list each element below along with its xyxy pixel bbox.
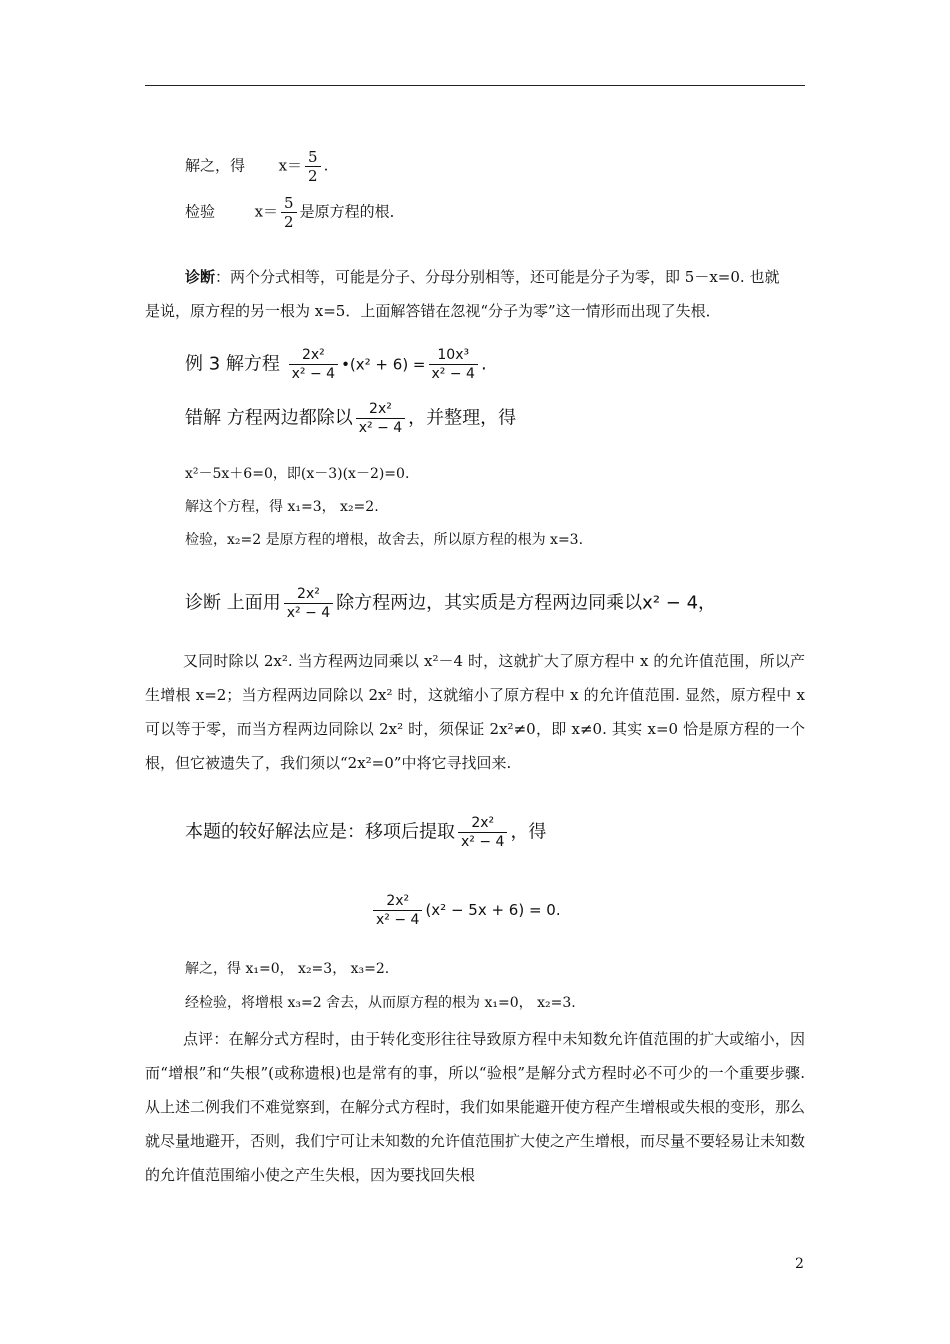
check-line: 检验，x₂=2 是原方程的增根，故舍去，所以原方程的根为 x=3. — [185, 532, 584, 548]
text: 方程两边都除以 — [226, 407, 353, 429]
numerator: 10x³ — [437, 347, 470, 363]
fraction — [373, 892, 422, 929]
numerator: 5 — [284, 194, 294, 212]
diagnosis-label: 诊断 — [185, 268, 216, 286]
solution-line — [185, 148, 328, 185]
denominator: x² − 4 — [284, 603, 333, 622]
fraction — [305, 148, 321, 185]
better-method — [185, 814, 546, 851]
numerator: 5 — [308, 148, 318, 166]
check-line — [185, 194, 405, 231]
example-3 — [185, 346, 487, 383]
comment-paragraph: 点评：在解分式方程时，由于转化变形往往导致原方程中未知数允许值范围的扩大或缩小，因而“增根”和“失根”(或称遗根)也是常有的事，所以“验根”是解分式方程时必不可少的一个重要步骤. 从上述二例我们不难觉察到，在解分式方程时，我们如果能避开使方程产生增根或失根的变形，那么就尽量地避开，否则，我们宁可让未知数的允许值范围扩大使之产生增根，而尽量不要轻易让未知数的允许值范围缩小使之产生失根，因为要找回失根 — [145, 1030, 806, 1184]
solve-line: 解之，得 x₁=0， x₂=3， x₃=2. — [185, 961, 390, 977]
text: . — [323, 156, 329, 175]
paragraph: 又同时除以 2x². 当方程两边同乘以 x²－4 时，这就扩大了原方程中 x 的允许值范围，所以产生增根 x=2；当方程两边同除以 2x² 时，这就缩小了原方程中 x 的允许值范围. 显然，原方程中 x 可以等于零，而当方程两边同除以 2x² 时，须保证 2x²≠0，即 x≠0. 其实 x=0 恰是原方程的一个根，但它被遗失了，我们须以“2x²=0”中将它寻找回来. — [145, 652, 805, 772]
check-line: 经检验，将增根 x₃=2 舍去，从而原方程的根为 x₁=0， x₂=3. — [185, 995, 576, 1011]
text: ：两个分式相等，可能是分子、分母分别相等，还可能是分子为零，即 5－x=0. 也就 — [215, 268, 780, 286]
fraction — [356, 400, 405, 437]
example-label: 例 3 解方程 — [185, 353, 280, 375]
wrong-label: 错解 — [185, 407, 221, 429]
wrong-solution — [185, 400, 516, 437]
numerator: 2x² — [386, 893, 410, 909]
diagnosis-line-1 — [185, 266, 779, 288]
text: 检验 — [185, 202, 216, 221]
denominator: x² − 4 — [289, 364, 338, 383]
numerator: 2x² — [297, 586, 320, 602]
fraction — [284, 585, 333, 622]
fraction — [289, 346, 338, 383]
numerator: 2x² — [369, 401, 392, 417]
math: (x² − 5x + 6) = 0. — [425, 901, 561, 919]
solve-line: 解这个方程，得 x₁=3， x₂=2. — [185, 499, 379, 515]
denominator: x² − 4 — [373, 910, 422, 929]
page-number: 2 — [795, 1256, 804, 1272]
denominator: x² − 4 — [429, 364, 478, 383]
fraction — [429, 346, 478, 383]
math: •(x² + 6) = — [341, 355, 426, 374]
fraction — [281, 194, 297, 231]
text: ，得 — [510, 821, 547, 843]
text: 解之，得 — [185, 156, 246, 175]
diagnosis-2 — [185, 585, 716, 622]
denominator: 2 — [305, 166, 321, 185]
text: 上面用 — [226, 592, 281, 614]
math: x＝ — [278, 156, 303, 175]
equation-line: x²－5x＋6=0，即(x－3)(x－2)=0. — [185, 466, 410, 482]
text: 本题的较好解法应是：移项后提取 — [185, 821, 455, 843]
denominator: x² − 4 — [458, 832, 507, 851]
text: 是原方程的根． — [299, 202, 405, 221]
denominator: x² − 4 — [356, 418, 405, 437]
diagnosis-line-2 — [145, 300, 721, 322]
math: x＝ — [254, 202, 279, 221]
numerator: 2x² — [301, 347, 325, 363]
display-equation — [370, 892, 561, 929]
diagnosis-label: 诊断 — [185, 592, 221, 614]
denominator: 2 — [281, 212, 297, 231]
numerator: 2x² — [471, 815, 495, 831]
header-rule — [145, 85, 805, 86]
text: ，并整理，得 — [408, 407, 517, 429]
fraction — [458, 814, 507, 851]
text: . — [480, 353, 487, 375]
text: 除方程两边，其实质是方程两边同乘以x² − 4， — [336, 592, 717, 614]
text: 是说，原方程的另一根为 x=5．上面解答错在忽视“分子为零”这一情形而出现了失根． — [145, 302, 721, 320]
